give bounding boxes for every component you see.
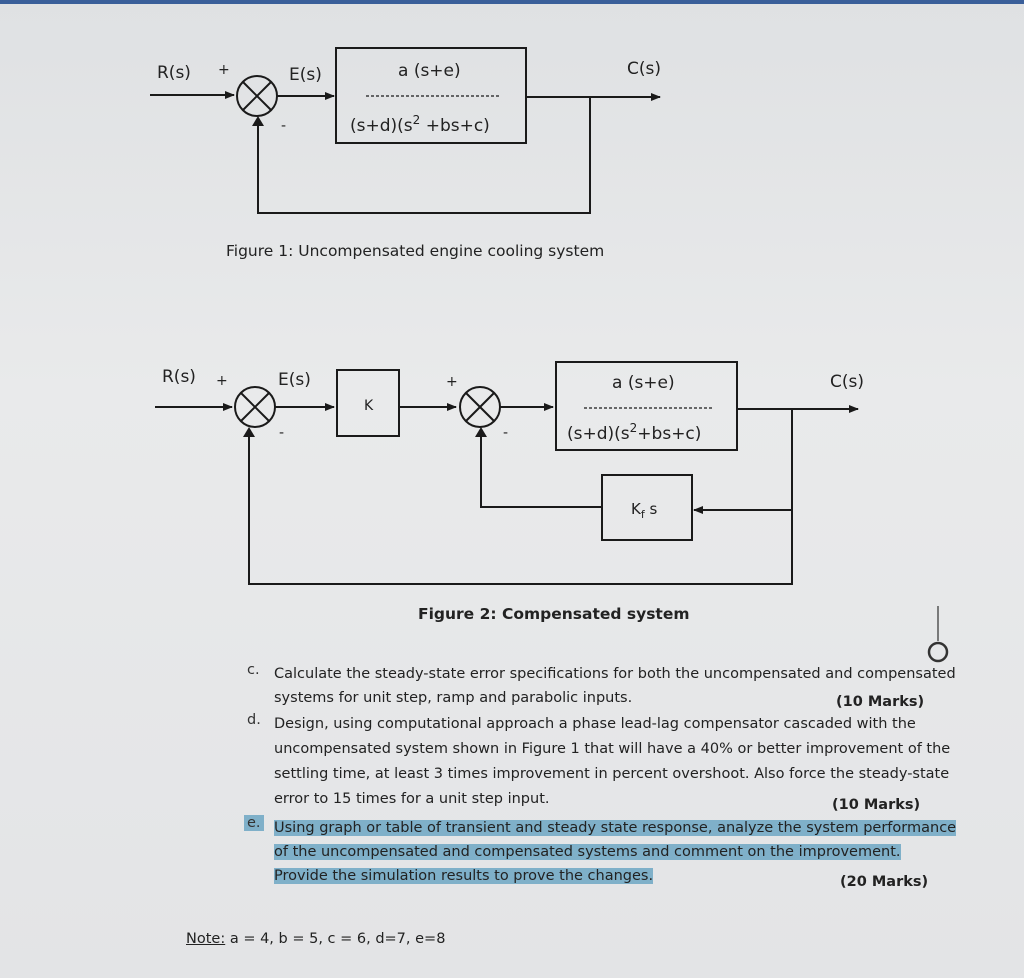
- fig2-outer-feedback-arrowhead: [243, 427, 255, 437]
- fig2-gain-label: K: [364, 398, 374, 414]
- question-e-line-1: Using graph or table of transient and steady state response, analyze the system performance: [274, 820, 957, 836]
- fig2-inner-minus-sign: -: [503, 425, 509, 441]
- note-label: Note:: [186, 931, 226, 947]
- question-c-line-1: Calculate the steady-state error specifications for both the uncompensated and compensated: [274, 666, 956, 682]
- note-values: a = 4, b = 5, c = 6, d=7, e=8: [225, 931, 446, 947]
- fig2-input-label: R(s): [162, 367, 196, 387]
- question-d-line-2: uncompensated system shown in Figure 1 that will have a 40% or better improvement of the: [274, 741, 951, 757]
- fig1-feedback-arrowhead: [252, 116, 264, 126]
- fig2-numerator: a (s+e): [612, 373, 675, 393]
- fig1-input-label: R(s): [157, 63, 191, 83]
- question-c-marks: (10 Marks): [836, 694, 925, 710]
- fig1-output-label: C(s): [627, 59, 661, 79]
- fig2-inner-plus-sign: +: [446, 374, 458, 390]
- question-c-marker: c.: [247, 662, 260, 678]
- fig1-numerator: a (s+e): [398, 61, 461, 81]
- fig2-minus-sign: -: [279, 425, 285, 441]
- note-line: [186, 931, 445, 947]
- question-d-line-3: settling time, at least 3 times improvement in percent overshoot. Also force the steady-state: [274, 766, 950, 782]
- fig2-outer-feedback-path: [249, 409, 792, 584]
- fig1-error-label: E(s): [289, 65, 322, 85]
- fig1-feedback-path: [258, 97, 590, 213]
- fig2-error-label: E(s): [278, 370, 311, 390]
- question-d-line-1: Design, using computational approach a phase lead-lag compensator cascaded with the: [274, 716, 916, 732]
- fig2-caption: Figure 2: Compensated system: [418, 605, 690, 623]
- question-e-marks: (20 Marks): [840, 874, 929, 890]
- question-d-line-4: error to 15 times for a unit step input.: [274, 791, 550, 807]
- fig2-inner-feedback-arrowhead: [475, 427, 487, 437]
- fig2-output-label: C(s): [830, 372, 864, 392]
- question-e-marker: e.: [244, 815, 264, 831]
- fig2-plus-sign: +: [216, 373, 228, 389]
- fig1-minus-sign: -: [281, 118, 287, 134]
- fig2-rate-feedback-label: $K_f$ s: [631, 500, 658, 521]
- fig2-denominator: $(s+d)(s^2+bs+c)$: [567, 421, 702, 444]
- question-c-line-2: systems for unit step, ramp and parabolic inputs.: [274, 690, 633, 706]
- question-e-line-3: Provide the simulation results to prove the changes.: [274, 868, 654, 884]
- question-d-marks: (10 Marks): [832, 797, 921, 813]
- question-e-line-2: of the uncompensated and compensated systems and comment on the improvement.: [274, 844, 901, 860]
- fig1-denominator: $(s+d)(s^2 +bs+c)$: [350, 113, 490, 136]
- question-d-marker: d.: [247, 712, 261, 728]
- figure2-block-diagram: [0, 330, 1024, 630]
- fig1-caption: Figure 1: Uncompensated engine cooling system: [226, 242, 605, 260]
- fig1-plus-sign: +: [218, 62, 230, 78]
